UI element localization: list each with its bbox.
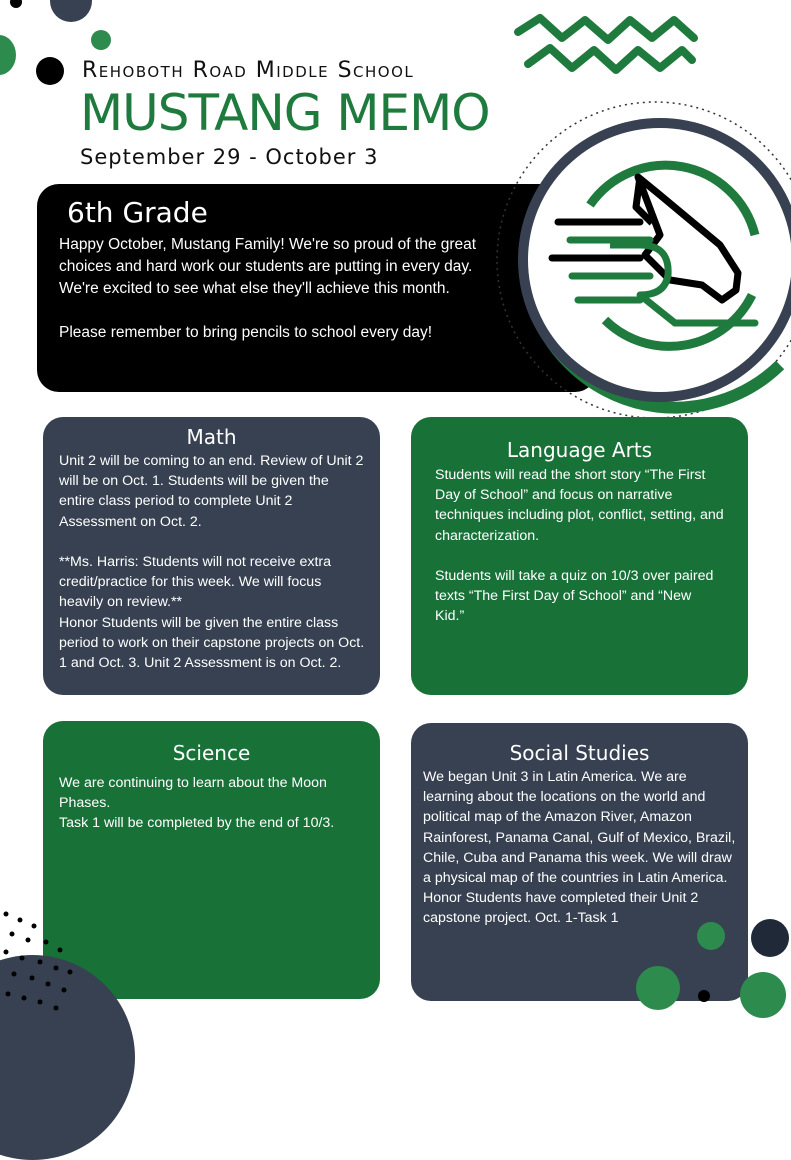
decor-dot <box>697 922 725 950</box>
math-card <box>43 417 380 695</box>
social-studies-title: Social Studies <box>509 741 650 765</box>
math-text: Unit 2 will be coming to an end. Review of Unit 2 will be on Oct. 1. Students will be given the entire class period to complete Unit 2 Assessment on Oct. 2. **Ms. Harris: Students will not receive extra credit/practice for this week. We will focus heavily on review.** Honor Students will be given the entire class period to work on their capstone projects on Oct. 1 and Oct. 3. Unit 2 Assessment is on Oct. 2. <box>59 453 365 672</box>
decor-dot <box>10 0 22 8</box>
language-arts-card <box>411 417 748 695</box>
date-range: September 29 - October 3 <box>80 145 379 169</box>
social-studies-card <box>411 723 748 1001</box>
science-card <box>43 721 380 999</box>
newsletter-title: MUSTANG MEMO <box>80 84 490 142</box>
mustang-logo-icon <box>490 95 791 425</box>
grade-message: Happy October, Mustang Family! We're so proud of the great choices and hard work our students are putting in every day. We're excited to see what else they'll achieve this month. Please remember to bring pencils to school every day! <box>59 236 477 341</box>
zigzag-decoration-icon <box>510 10 700 90</box>
language-arts-title: Language Arts <box>506 438 653 462</box>
decor-dot <box>636 966 680 1010</box>
science-title: Science <box>172 741 251 765</box>
decor-dot <box>91 30 111 50</box>
decor-dot <box>655 914 669 928</box>
language-arts-text: Students will read the short story “The First Day of School” and focus on narrative techniques including plot, conflict, setting, and characterization. Students will take a quiz on 10/3 over paired texts “The First Day of School” and “New Kid.” <box>435 467 724 625</box>
decor-dot <box>0 35 16 75</box>
grade-title: 6th Grade <box>67 196 208 229</box>
decor-dot <box>740 972 786 1018</box>
decor-dot <box>36 57 64 85</box>
decor-dot <box>751 919 789 957</box>
decor-dot <box>50 0 92 22</box>
math-title: Math <box>186 425 237 449</box>
dot-pattern-decoration <box>0 908 80 1024</box>
school-name: Rehoboth Road Middle School <box>82 58 415 83</box>
decor-dot <box>698 990 710 1002</box>
science-text: We are continuing to learn about the Moon Phases. Task 1 will be completed by the end of 10/3. <box>59 775 335 832</box>
social-studies-text: We began Unit 3 in Latin America. We are learning about the locations on the world and political map of the Amazon River, Amazon Rainforest, Panama Canal, Gulf of Mexico, Brazil, Chile, Cuba and Panama this week. We will draw a physical map of the countries in Latin America. Honor Students have completed their Unit 2 capstone project. Oct. 1-Task 1 <box>423 769 736 927</box>
